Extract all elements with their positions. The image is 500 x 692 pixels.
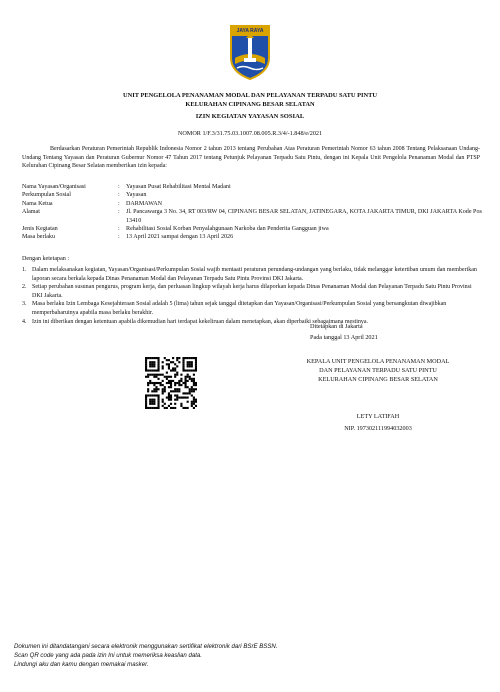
jakarta-coat-of-arms-icon: [229, 24, 271, 80]
list-item: [22, 283, 480, 300]
field-colon: :: [118, 209, 120, 216]
field-colon: :: [118, 234, 120, 241]
office-line3: KELURAHAN CIPINANG BESAR SELATAN: [318, 376, 438, 384]
list-item: [22, 300, 480, 317]
list-number: 3.: [22, 301, 27, 308]
ketetapan-list: [22, 266, 480, 326]
list-number: 1.: [22, 267, 27, 273]
list-item: [22, 318, 480, 327]
list-item: [22, 266, 480, 283]
license-details: [22, 183, 486, 242]
list-text: Izin ini diberikan dengan ketentuan apabila dikemudian hari terdapat kekeliruan dalam menetapkan, akan diperbaiki sebagaimana mestinya.: [32, 318, 369, 325]
list-text: Setiap perubahan susunan pengurus, program kerja, dan perluasan lingkup wilayah kerja harus dilaporkan kepada Dinas Penanaman Modal dan Pelayanan Terpadu Satu Pintu Provinsi DKI Jakarta.: [32, 284, 472, 299]
field-colon: :: [118, 226, 120, 233]
field-value: Yayasan Pusat Rehabilitasi Mental Madani: [126, 184, 231, 190]
signature-date: Pada tanggal 13 April 2021: [310, 334, 378, 341]
field-row: [22, 233, 486, 241]
field-label: Masa berlaku: [22, 234, 55, 241]
office-line1: KEPALA UNIT PENGELOLA PENANAMAN MODAL: [306, 358, 450, 365]
field-label: Jenis Kegiatan: [22, 226, 58, 233]
field-label: Alamat: [22, 209, 40, 216]
list-text: Masa berlaku Izin Lembaga Kesejahteraan Sosial adalah 5 (lima) tahun sejak tanggal ditetapkan dan Yayasan/Organisasi/Perkumpulan Sosial yang bersangkutan diwajibkan memperbaharuinya apabila masa berlaku berakhir.: [32, 301, 447, 316]
footer-notes: [14, 642, 278, 669]
preamble-paragraph: Berdasarkan Peraturan Pemerintah Republik Indonesia Nomor 2 tahun 2013 tentang Perubahan Atas Peraturan Pemerintah Nomor 63 tahun 2008 Tentang Pelaksanaan Undang-Undang Tentang Yayasan dan Peraturan Gubernur Nomor 47 Tahun 2017 tentang Petunjuk Pelayanan Terpadu Satu Pintu, dengan ini Kepala Unit Pengelola Penanaman Modal dan PTSP Kelurahan Cipinang Besar Selatan memberikan izin kepada:: [22, 146, 480, 170]
header-line2: KELURAHAN CIPINANG BESAR SELATAN: [185, 101, 315, 108]
document-title: IZIN KEGIATAN YAYASAN SOSIAL: [195, 113, 305, 120]
field-label: Nama Ketua: [22, 200, 53, 207]
field-colon: :: [118, 200, 120, 207]
signer-name: LETY LATIFAH: [356, 413, 400, 420]
signature-place: Ditetapkan di Jakarta: [310, 323, 363, 330]
field-colon: :: [118, 192, 120, 199]
list-number: 4.: [22, 318, 27, 325]
footer-line1: Dokumen ini ditandatangani secara elektronik menggunakan sertifikat elektronik dari BSrE BSSN.: [14, 643, 278, 650]
signature-office: [278, 357, 478, 385]
ketetapan-intro: Dengan ketetapan :: [22, 256, 70, 262]
header-line1: UNIT PENGELOLA PENANAMAN MODAL DAN PELAYANAN TERPADU SATU PINTU: [123, 92, 377, 99]
field-row: [22, 208, 486, 225]
list-text: Dalam melaksanakan kegiatan, Yayasan/Organisasi/Perkumpulan Sosial wajib mentaati peraturan perundang-undangan yang berlaku, tidak melanggar ketertiban umum dan memberikan laporan secara berkala kepada Dinas Penanaman Modal dan Pelayanan Terpadu Satu Pintu Provinsi DKI Jakarta.: [32, 267, 477, 282]
field-row: [22, 225, 486, 233]
field-row: [22, 183, 486, 191]
list-number: 2.: [22, 284, 27, 291]
qr-code-icon: [145, 357, 197, 409]
field-colon: :: [118, 184, 120, 190]
field-value: DARMAWAN: [126, 200, 163, 207]
field-value: 13 April 2021 sampai dengan 13 April 2026: [126, 234, 234, 241]
logo-text: JAYA RAYA: [236, 27, 264, 34]
footer-line2: Scan QR code yang ada pada izin Ini untuk memeriksa keaslian data.: [14, 652, 202, 659]
field-label: Nama Yayasan/Organisasi: [22, 184, 86, 190]
field-label: Perkumpulan Sosial: [22, 192, 71, 199]
signer-nip: NIP. 197302111994032003: [344, 425, 412, 432]
field-value: Rehabilitasi Sosial Korban Penyalahgunaan Narkoba dan Penderita Gangguan jiwa: [126, 226, 329, 233]
field-value: Yayasan: [126, 192, 147, 199]
document-number: NOMOR 1/F.3/31.75.03.1007.08.005.R.3/4/-1.848/e/2021: [177, 130, 323, 137]
header-agency: [0, 91, 500, 109]
field-value: Jl. Pancawarga 3 No. 34, RT 003/RW 04, CIPINANG BESAR SELATAN, JATINEGARA, KOTA JAKARTA TIMUR, DKI JAKARTA Kode Pos 13410: [126, 209, 482, 224]
field-row: [22, 191, 486, 199]
footer-line3: Lindungi aku dan kamu dengan memakai masker.: [14, 661, 149, 668]
office-line2: DAN PELAYANAN TERPADU SATU PINTU: [319, 367, 437, 375]
field-row: [22, 200, 486, 208]
